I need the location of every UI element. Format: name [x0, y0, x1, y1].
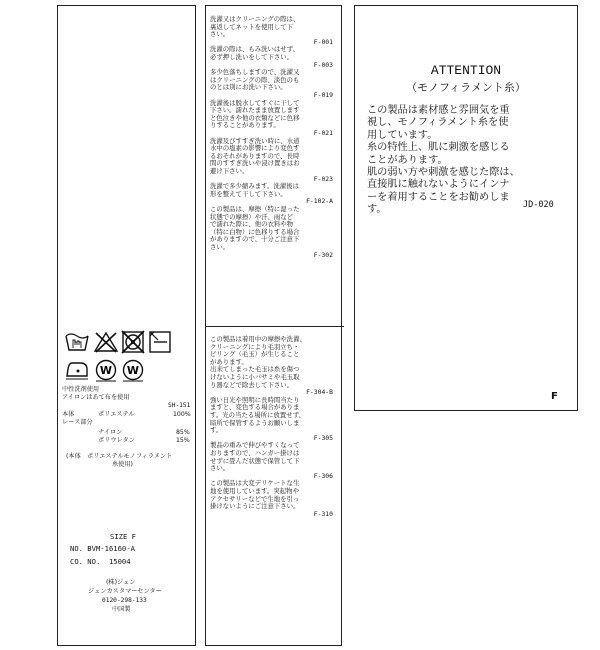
no-bleach-icon [95, 333, 117, 352]
care-instruction-code: F-306 [313, 471, 333, 480]
dry-clean-w-icon [96, 361, 116, 382]
care-instruction-text: 洗濯又はクリーニングの際は、 裏返してネットを使用して下 さい。 [210, 15, 300, 39]
wet-clean-w-icon [123, 361, 143, 382]
wash-30-gentle-icon [66, 334, 88, 350]
fabric-note-line-2: 糸使用) [112, 461, 133, 468]
care-instruction-code: F-304-B [306, 388, 333, 397]
care-instruction-code: F-003 [313, 60, 333, 69]
care-instruction-text: 洗濯及びすすぎ洗い時に、水道 水中の塩素の影響により変色す るおそれがありますので、長時 間のすすぎ洗いや浸け置きはお 避け下さい。 [210, 136, 300, 175]
care-instruction-text: この製品は大変デリケートな生 地を使用しています。突起物や アクセサリーなどで生地を引っ 掛けないようにご注意下さい。 [210, 479, 300, 511]
fabric-part-2: レース部分 [62, 419, 93, 426]
care-label-middle [205, 5, 342, 646]
care-instruction-text: この製品は着用中の摩擦や洗濯、 クリーニングにより毛羽立ち・ ピリング（毛玉）が生じること があります。 出来てしまった毛玉は糸を傷つ けないように小バサミや毛玉取 り器などで除去して下さい。 [210, 335, 306, 389]
care-symbols [58, 326, 197, 386]
care-instruction-code: F-019 [313, 91, 333, 99]
care-instruction-code: F-310 [313, 509, 333, 518]
fabric-material-1: ポリエステル [98, 411, 135, 418]
country-of-origin: 中国製 [112, 606, 131, 613]
care-instruction-code: F-021 [313, 129, 333, 137]
fabric-pct-4: 15% [176, 437, 190, 444]
svg-text:W: W [126, 364, 140, 377]
care-instruction-text: 洗濯後は脱水してすぐに干して 下さい。濡れたまま放置します と色泣きや他の衣類などに色移 りすることがあります。 [210, 98, 300, 130]
attention-subtitle: （モノフィラメント糸） [406, 81, 526, 94]
care-instruction-text: 洗濯で多少縮みます。洗濯後は 形を整えて干して下さい。 [210, 182, 299, 198]
care-instruction-text: 強い日光や照明に長時間当たり ますと、変色する場合がありま す。光の当たる場所に放置せず、 暗所で保管するようお願いしま す。 [210, 395, 305, 435]
fabric-part-1: 本体 [62, 411, 75, 418]
fabric-material-4: ポリウレタン [98, 437, 135, 444]
svg-text:W: W [99, 364, 113, 377]
care-instruction-code: F-102-A [306, 197, 333, 206]
care-instruction-text: 洗濯の際は、もみ洗いはせず、 必ず押し洗いをして下さい。 [210, 45, 299, 61]
size-mark: F [551, 391, 558, 402]
fabric-pct-1: 100% [173, 411, 191, 418]
attention-body: この製品は素材感と雰囲気を重 視し、モノフィラメント糸を使 用しています。 糸の特性上、肌に刺激を感じる ことがあります。 肌の弱い方や刺激を感じた際は、 直接肌に触れないようにインナ ーを着用することをお勧めしま す。 [367, 105, 520, 216]
care-instruction-code: F-023 [313, 174, 333, 183]
care-note-2: アイロンはあて布を使用 [62, 394, 130, 401]
attention-title: ATTENTION [430, 63, 502, 78]
iron-low-icon [66, 363, 88, 379]
care-instruction-code: F-001 [313, 37, 333, 46]
care-instruction-code: F-302 [313, 250, 333, 259]
care-instruction-text: 多少色落ちしますので、洗濯又 はクリーニングの際、淡色のも のとは別にお洗い下さい。 [210, 68, 300, 92]
fabric-note-line-1: (本体 ポリエステルモノフィラメント [66, 453, 173, 460]
care-instruction-text: この製品は、摩擦（特に湿った 状態での摩擦）や汗、雨など で濡れた際に、他の衣料や物 （特に白物）に色移りする場合 がありますので、十分ご注意下 さい。 [210, 205, 300, 251]
fabric-material-3: ナイロン [98, 429, 123, 436]
company-name: (株)ジュン [106, 579, 136, 586]
product-number: NO. BVM-16160-A [70, 544, 135, 553]
label-fold-line [205, 326, 344, 327]
care-instruction-text: 製品の重みで伸びやすくなって おりますので、ハンガー掛けは せずに畳んだ状態で保管して下 さい。 [210, 441, 300, 473]
attention-code: JD-020 [523, 200, 554, 210]
co-number: CO. NO. 15004 [70, 557, 131, 566]
phone-number: 0120-298-133 [102, 597, 147, 604]
care-label-left [57, 5, 196, 646]
fabric-pct-3: 85% [176, 429, 190, 436]
no-tumble-dry-icon [122, 331, 144, 353]
care-note-1: 中性洗剤使用 [62, 386, 100, 393]
customer-center: ジュンカスタマーセンター [88, 588, 162, 595]
care-instruction-code: F-305 [313, 433, 333, 442]
attention-label [354, 5, 578, 411]
line-dry-shade-icon [150, 332, 170, 352]
care-code: SH-151 [168, 402, 191, 409]
size-text: SIZE F [110, 532, 136, 541]
